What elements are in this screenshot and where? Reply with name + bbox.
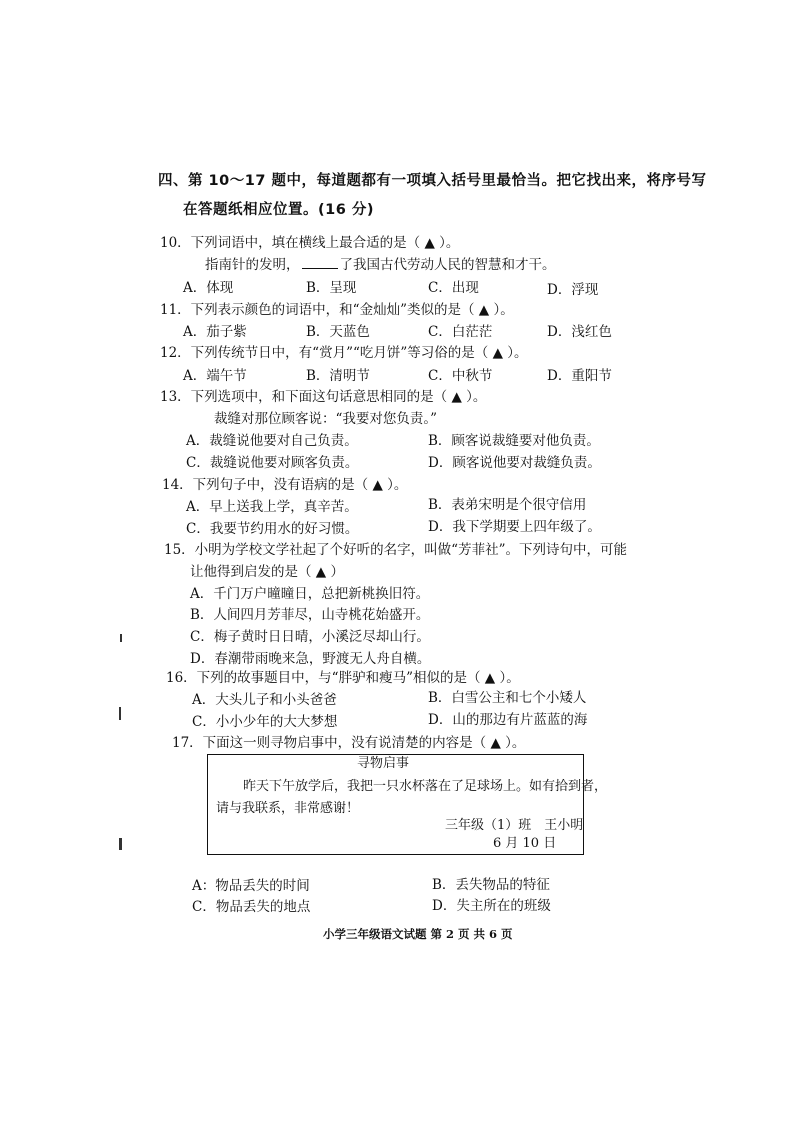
notice-signer: 三年级（1）班 王小明 bbox=[445, 818, 584, 833]
q10-sentence-pre: 指南针的发明， bbox=[205, 257, 300, 273]
q11-option-a: A．茄子紫 bbox=[183, 324, 247, 340]
q15-option-c: C．梅子黄时日日晴，小溪泛尽却山行。 bbox=[190, 629, 430, 645]
q12-option-c: C．中秋节 bbox=[428, 368, 493, 384]
q12-option-b: B．清明节 bbox=[306, 368, 370, 384]
q14-stem: 14．下列句子中，没有语病的是（ ▲ ）。 bbox=[162, 477, 408, 493]
q15-stem-line1: 15．小明为学校文学社起了个好听的名字，叫做“芳菲社”。下列诗句中，可能 bbox=[164, 542, 627, 558]
q14-option-c: C．我要节约用水的好习惯。 bbox=[186, 521, 359, 537]
q13-option-b: B．顾客说裁缝要对他负责。 bbox=[428, 433, 600, 449]
notice-body-line1: 昨天下午放学后，我把一只水杯落在了足球场上。如有拾到者， bbox=[243, 779, 608, 794]
q16-option-a: A．大头儿子和小头爸爸 bbox=[192, 692, 337, 708]
q16-option-c: C．小小少年的大大梦想 bbox=[192, 714, 338, 730]
scan-mark bbox=[120, 634, 122, 642]
q11-option-b: B．天蓝色 bbox=[306, 324, 370, 340]
scan-mark bbox=[119, 707, 121, 720]
q16-option-b: B．白雪公主和七个小矮人 bbox=[428, 690, 587, 706]
q13-option-d: D．顾客说他要对裁缝负责。 bbox=[428, 455, 601, 471]
q15-option-a: A．千门万户曈曈日，总把新桃换旧符。 bbox=[190, 586, 430, 602]
q14-option-a: A．早上送我上学，真辛苦。 bbox=[186, 499, 358, 515]
section-title-line1: 四、第 10～17 题中，每道题都有一项填入括号里最恰当。把它找出来，将序号写 bbox=[158, 173, 707, 189]
q12-stem: 12．下列传统节日中，有“赏月”“吃月饼”等习俗的是（ ▲ ）。 bbox=[160, 345, 528, 361]
q17-option-c: C．物品丢失的地点 bbox=[192, 899, 311, 915]
q17-stem: 17．下面这一则寻物启事中，没有说清楚的内容是（ ▲ ）。 bbox=[172, 735, 526, 751]
q10-option-c: C．出现 bbox=[428, 280, 479, 296]
q10-sentence bbox=[205, 256, 556, 274]
scan-mark bbox=[119, 838, 122, 850]
notice-date: 6 月 10 日 bbox=[493, 836, 557, 851]
q10-option-d: D．浮现 bbox=[547, 282, 599, 298]
q16-option-d: D．山的那边有片蓝蓝的海 bbox=[428, 712, 588, 728]
notice-body-line2: 请与我联系，非常感谢！ bbox=[216, 801, 360, 816]
q17-option-b: B．丢失物品的特征 bbox=[432, 877, 550, 893]
q11-option-c: C．白茫茫 bbox=[428, 324, 493, 340]
q15-option-b: B．人间四月芳菲尽，山寺桃花始盛开。 bbox=[190, 607, 430, 623]
section-title-line2: 在答题纸相应位置。(16 分) bbox=[183, 202, 374, 218]
q15-option-d: D．春潮带雨晚来急，野渡无人舟自横。 bbox=[190, 651, 431, 667]
q11-stem: 11．下列表示颜色的词语中，和“金灿灿”类似的是（ ▲ ）。 bbox=[160, 302, 514, 318]
q14-option-b: B．表弟宋明是个很守信用 bbox=[428, 497, 587, 513]
q14-option-d: D．我下学期要上四年级了。 bbox=[428, 519, 601, 535]
q10-stem: 10．下列词语中，填在横线上最合适的是（ ▲ ）。 bbox=[160, 235, 460, 251]
q10-option-b: B．呈现 bbox=[306, 280, 357, 296]
q12-option-d: D．重阳节 bbox=[547, 368, 612, 384]
q10-sentence-post: 了我国古代劳动人民的智慧和才干。 bbox=[339, 257, 556, 273]
q13-stem: 13．下列选项中，和下面这句话意思相同的是（ ▲ ）。 bbox=[160, 389, 487, 405]
q11-option-d: D．浅红色 bbox=[547, 324, 612, 340]
q13-quote: 裁缝对那位顾客说：“我要对您负责。” bbox=[214, 411, 438, 427]
notice-title: 寻物启事 bbox=[357, 756, 410, 771]
q10-option-a: A．体现 bbox=[183, 280, 234, 296]
q13-option-c: C．裁缝说他要对顾客负责。 bbox=[186, 455, 359, 471]
q17-option-a: A：物品丢失的时间 bbox=[192, 878, 310, 894]
q17-option-d: D．失主所在的班级 bbox=[432, 898, 551, 914]
page-footer: 小学三年级语文试题 第 2 页 共 6 页 bbox=[323, 927, 513, 941]
q15-stem-line2: 让他得到启发的是（ ▲ ） bbox=[190, 564, 344, 580]
q16-stem: 16．下列的故事题目中，与“胖驴和瘦马”相似的是（ ▲ ）。 bbox=[166, 670, 520, 686]
q13-option-a: A．裁缝说他要对自己负责。 bbox=[186, 433, 358, 449]
q10-blank bbox=[302, 256, 338, 269]
q12-option-a: A．端午节 bbox=[183, 368, 247, 384]
lost-item-notice bbox=[207, 754, 608, 855]
